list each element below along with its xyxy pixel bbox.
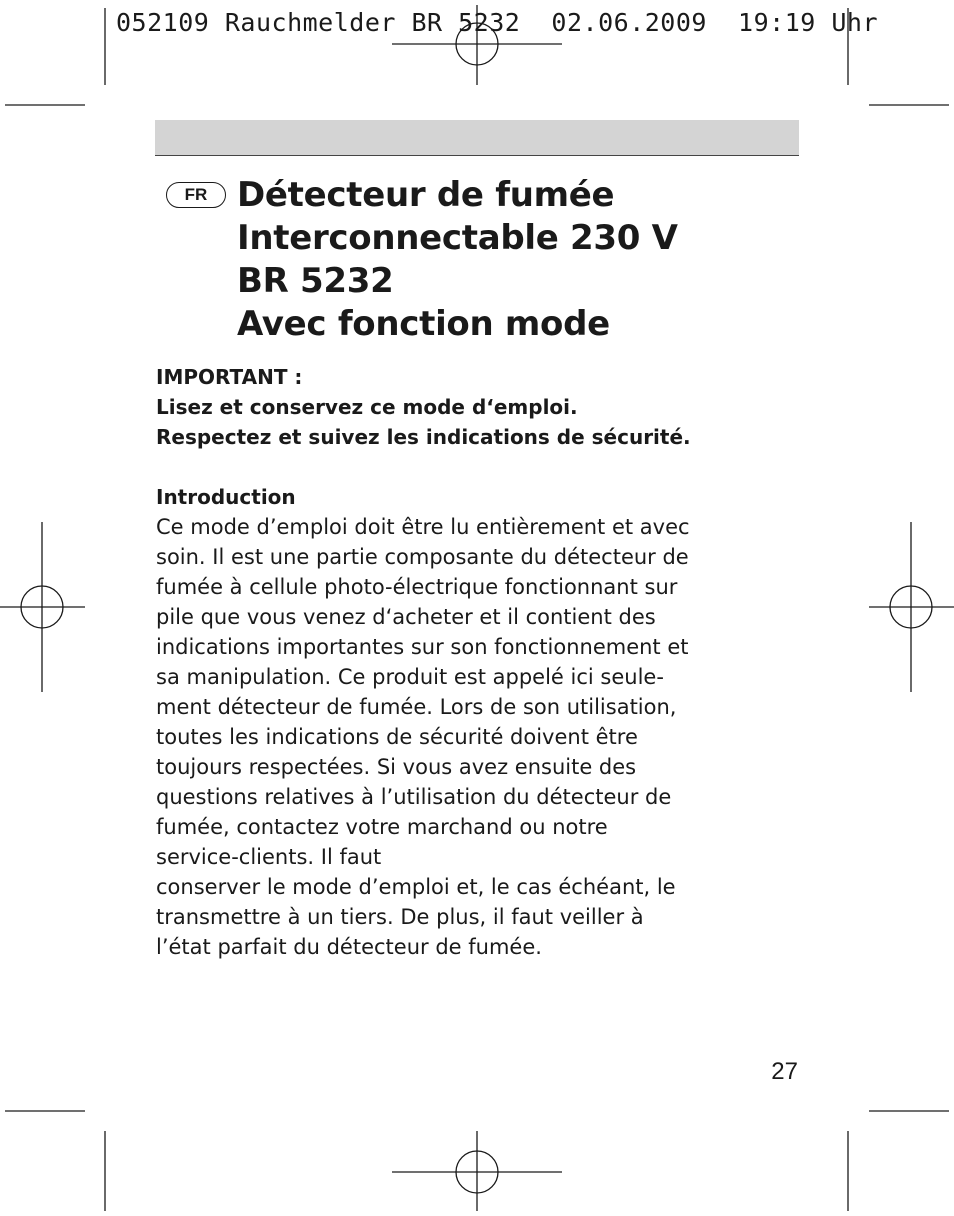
header-band <box>155 120 799 156</box>
title-line: BR 5232 <box>237 261 394 301</box>
registration-mark-right <box>869 522 954 692</box>
body-line: toujours respectées. Si vous avez ensuite des <box>156 755 637 779</box>
body-line: sa manipulation. Ce produit est appelé ici seule- <box>156 665 664 689</box>
document-title <box>237 174 678 346</box>
body-line: indications importantes sur son fonctionnement et <box>156 635 689 659</box>
title-line: Interconnectable 230 V <box>237 218 678 258</box>
introduction-section <box>156 482 816 962</box>
title-line: Détecteur de fumée <box>237 175 615 215</box>
body-line: Ce mode d’emploi doit être lu entièrement et avec <box>156 515 690 539</box>
body-line: conserver le mode d’emploi et, le cas échéant, le <box>156 875 676 899</box>
title-line: Avec fonction mode <box>237 304 610 344</box>
registration-mark-bottom <box>392 1131 562 1211</box>
body-line: fumée, contactez votre marchand ou notre <box>156 815 608 839</box>
registration-mark-left <box>0 522 85 692</box>
registration-mark-top <box>392 5 562 85</box>
page-number: 27 <box>771 1058 798 1085</box>
important-line: Respectez et suivez les indications de sécurité. <box>156 425 691 449</box>
body-line: transmettre à un tiers. De plus, il faut veiller à <box>156 905 644 929</box>
body-line: ment détecteur de fumée. Lors de son utilisation, <box>156 695 677 719</box>
important-line: Lisez et conservez ce mode d‘emploi. <box>156 395 578 419</box>
body-line: l’état parfait du détecteur de fumée. <box>156 935 542 959</box>
language-badge: FR <box>166 182 226 208</box>
introduction-heading: Introduction <box>156 485 296 509</box>
body-line: questions relatives à l’utilisation du détecteur de <box>156 785 672 809</box>
body-line: soin. Il est une partie composante du détecteur de <box>156 545 689 569</box>
important-label: IMPORTANT : <box>156 365 303 389</box>
body-line: service-clients. Il faut <box>156 845 382 869</box>
body-line: pile que vous venez d‘acheter et il contient des <box>156 605 656 629</box>
important-notice <box>156 362 816 452</box>
body-line: toutes les indications de sécurité doivent être <box>156 725 638 749</box>
print-slug: 052109 Rauchmelder BR 5232 02.06.2009 19:19 Uhr <box>116 8 879 37</box>
body-line: fumée à cellule photo-électrique fonctionnant sur <box>156 575 678 599</box>
